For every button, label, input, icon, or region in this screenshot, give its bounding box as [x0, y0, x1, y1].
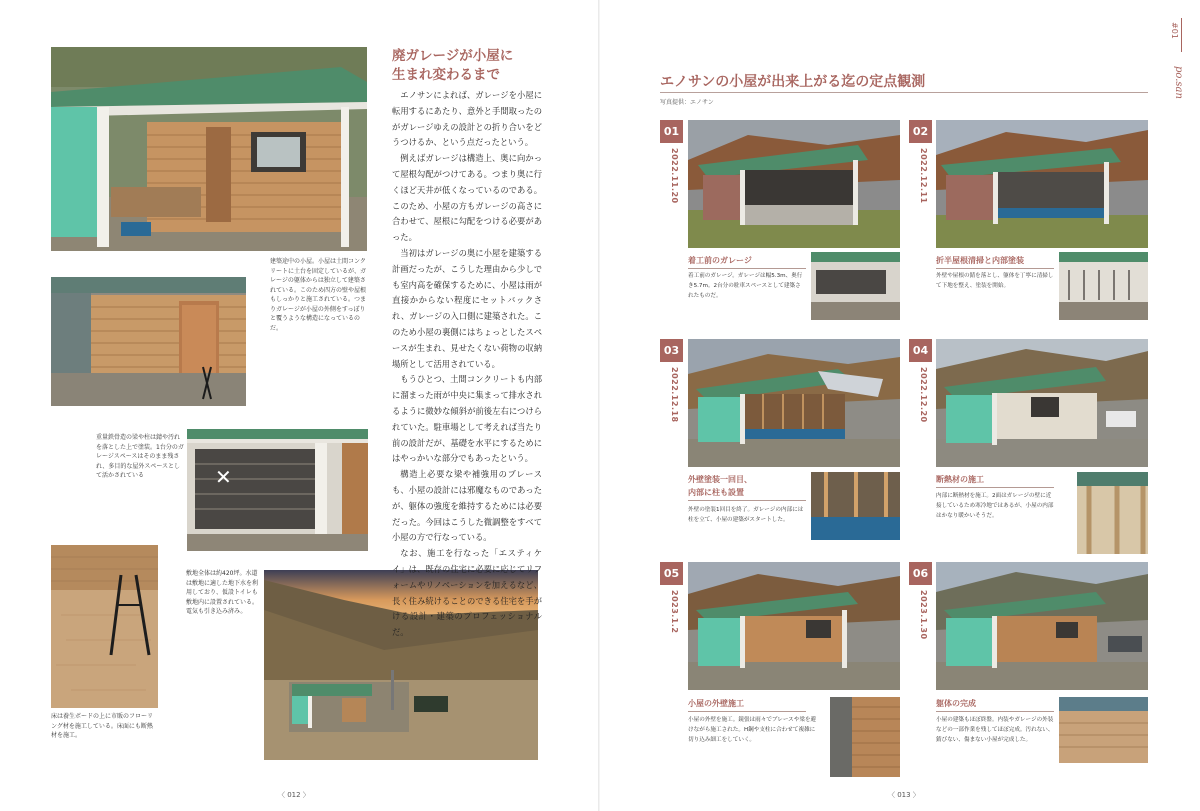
title-rule — [660, 92, 1148, 93]
card-title — [688, 473, 806, 501]
card-number: 06 — [909, 562, 932, 585]
card-date: 2023.1.2 — [670, 590, 679, 634]
photo-garage-build — [51, 47, 367, 251]
card-number: 04 — [909, 339, 932, 362]
card-date: 2022.12.11 — [919, 148, 928, 204]
caption-site: 敷地全体は約420坪。水道は敷地に適した地下水を利用しており、仮設トイレも敷地内に設置されている。電気も引き込み済み。 — [186, 570, 259, 615]
card-title-line2: 内部に柱も設置 — [688, 488, 744, 497]
card-photo-sub — [1059, 697, 1148, 763]
card-title: 小屋の外壁施工 — [688, 697, 806, 712]
magazine-logo: po.san — [1173, 66, 1184, 99]
photo-credit: 写真提供：エノサン — [660, 99, 714, 106]
card-date: 2022.12.18 — [670, 367, 679, 423]
caption-steel: 重量鉄骨造の梁や柱は錆や汚れを落とした上で塗装。1台分のガレージスペースはそのまま残され、多目的な屋外スペースとして活かされている — [96, 434, 184, 479]
paragraph: なお、施工を行なった「エスティケイ」は、既存の住宅に必要に応じてリフォームやリノベーションを加えるなど、長く住み続けることのできる住宅を手がける設計・建築のプロフェッショナルだ。 — [392, 548, 542, 638]
card-text: 外壁の塗装1回目を終了。ガレージの内部には柱を立て、小屋の建築がスタートした。 — [688, 507, 804, 523]
card-photo-sub — [811, 252, 900, 320]
card-date: 2022.12.20 — [919, 367, 928, 423]
page-number-left: 〈 012 〉 — [278, 791, 310, 799]
card-title: 躯体の完成 — [936, 697, 1054, 712]
photo-floor — [51, 545, 158, 708]
card-title: 着工前のガレージ — [688, 254, 806, 269]
caption-floor: 床は養生ボードの上に市販のフローリング材を施工している。床面にも断熱材を施工。 — [51, 713, 154, 739]
card-date: 2022.11.20 — [670, 148, 679, 204]
paragraph: もうひとつ、土間コンクリートも内部に溜まった雨が中央に集まって排水されるように微妙な傾斜が前後左右につけられていた。駐車場として考えれば当たり前の設計だが、基礎を水平にするためにはやっかいな部分でもあったという。 — [392, 374, 542, 464]
page-number-right: 〈 013 〉 — [888, 791, 920, 799]
card-number: 02 — [909, 120, 932, 143]
caption-build: 建築途中の小屋。小屋は土間コンクリートに土台を固定しているが、ガレージの躯体からは独立して建築されている。このため四方の壁や屋根もしっかりと施工されている。つまりガレージが小屋の外側をすっぽりと覆うような構造になっているのだ。 — [270, 258, 367, 332]
card-title: 断熱材の施工 — [936, 473, 1054, 488]
card-number: 01 — [660, 120, 683, 143]
card-photo-main — [936, 339, 1148, 467]
card-text: 内部に断熱材を施工。2面はガレージの壁に近接しているため寒冷地ではあるが、小屋の内部はかなり暖かいそうだ。 — [936, 493, 1054, 519]
card-text: 外壁や屋根の錆を落とし、躯体を丁寧に清掃して下地を整え、塗装を開始。 — [936, 273, 1054, 289]
card-photo-sub — [1059, 252, 1148, 320]
left-body-text — [392, 88, 542, 641]
card-date: 2023.1.30 — [919, 590, 928, 640]
card-photo-main — [936, 562, 1148, 690]
card-title: 折半屋根清掃と内部塗装 — [936, 254, 1054, 269]
left-heading — [392, 47, 513, 85]
card-photo-main — [688, 339, 900, 467]
paragraph: エノサンによれば、ガレージを小屋に転用するにあたり、意外と手間取ったのがガレージゆえの設計との折り合いをどうつけるか、という点だったという。 — [392, 90, 542, 148]
card-number: 03 — [660, 339, 683, 362]
card-text: 着工前のガレージ。ガレージは幅5.3m、奥行き5.7m。2台分の駐車スペースとして建築されたものだ。 — [688, 273, 803, 299]
side-issue-number: #01 — [1170, 22, 1179, 39]
card-photo-sub — [811, 472, 900, 540]
card-photo-main — [936, 120, 1148, 248]
right-title: エノサンの小屋が出来上がる迄の定点観測 — [660, 74, 926, 90]
card-text: 小屋の建築もほぼ終盤。内装やガレージの外装などの一部作業を残してほぼ完成。汚れない、錆びない、傷まない小屋が完成した。 — [936, 717, 1054, 743]
left-heading-line2: 生まれ変わるまで — [392, 67, 500, 83]
paragraph: 構造上必要な梁や補強用のブレースも、小屋の設計には邪魔なものであったが、躯体の強度を維持するためには必要だった。今回はこうした微調整をすべて小屋の方で行なっている。 — [392, 469, 542, 543]
paragraph: 例えばガレージは構造上、奥に向かって屋根勾配がつけてある。つまり奥に行くほど天井が低くなっているのである。このため、小屋の方もガレージの高さに合わせて、屋根に勾配をつける必要があった。 — [392, 153, 542, 243]
paragraph: 当初はガレージの奥に小屋を建築する計画だったが、こうした理由から少しでも室内高を確保するために、小屋は雨が直接かからない程度にセットバックされ、ガレージの入口側に建築された。このため小屋の裏側にはちょっとしたスペースが生まれ、見せたくない荷物の収納場所として活用されている。 — [392, 247, 542, 369]
card-text: 小屋の外壁を施工。鏡張は雨々でブレースや梁を避けながら施工された。H鋼や支柱に合わせて複雑に切り込み細工をしていく。 — [688, 717, 817, 743]
photo-steel-frame — [187, 429, 368, 551]
card-photo-sub — [830, 697, 900, 777]
svg-text:✕: ✕ — [215, 465, 232, 489]
card-title-line1: 外壁塗装一回目、 — [688, 475, 752, 484]
left-heading-line1: 廃ガレージが小屋に — [392, 48, 514, 64]
side-tab-line — [1181, 18, 1182, 52]
card-number: 05 — [660, 562, 683, 585]
card-photo-main — [688, 120, 900, 248]
card-photo-sub — [1077, 472, 1148, 554]
photo-interior-wall — [51, 277, 246, 406]
card-photo-main — [688, 562, 900, 690]
